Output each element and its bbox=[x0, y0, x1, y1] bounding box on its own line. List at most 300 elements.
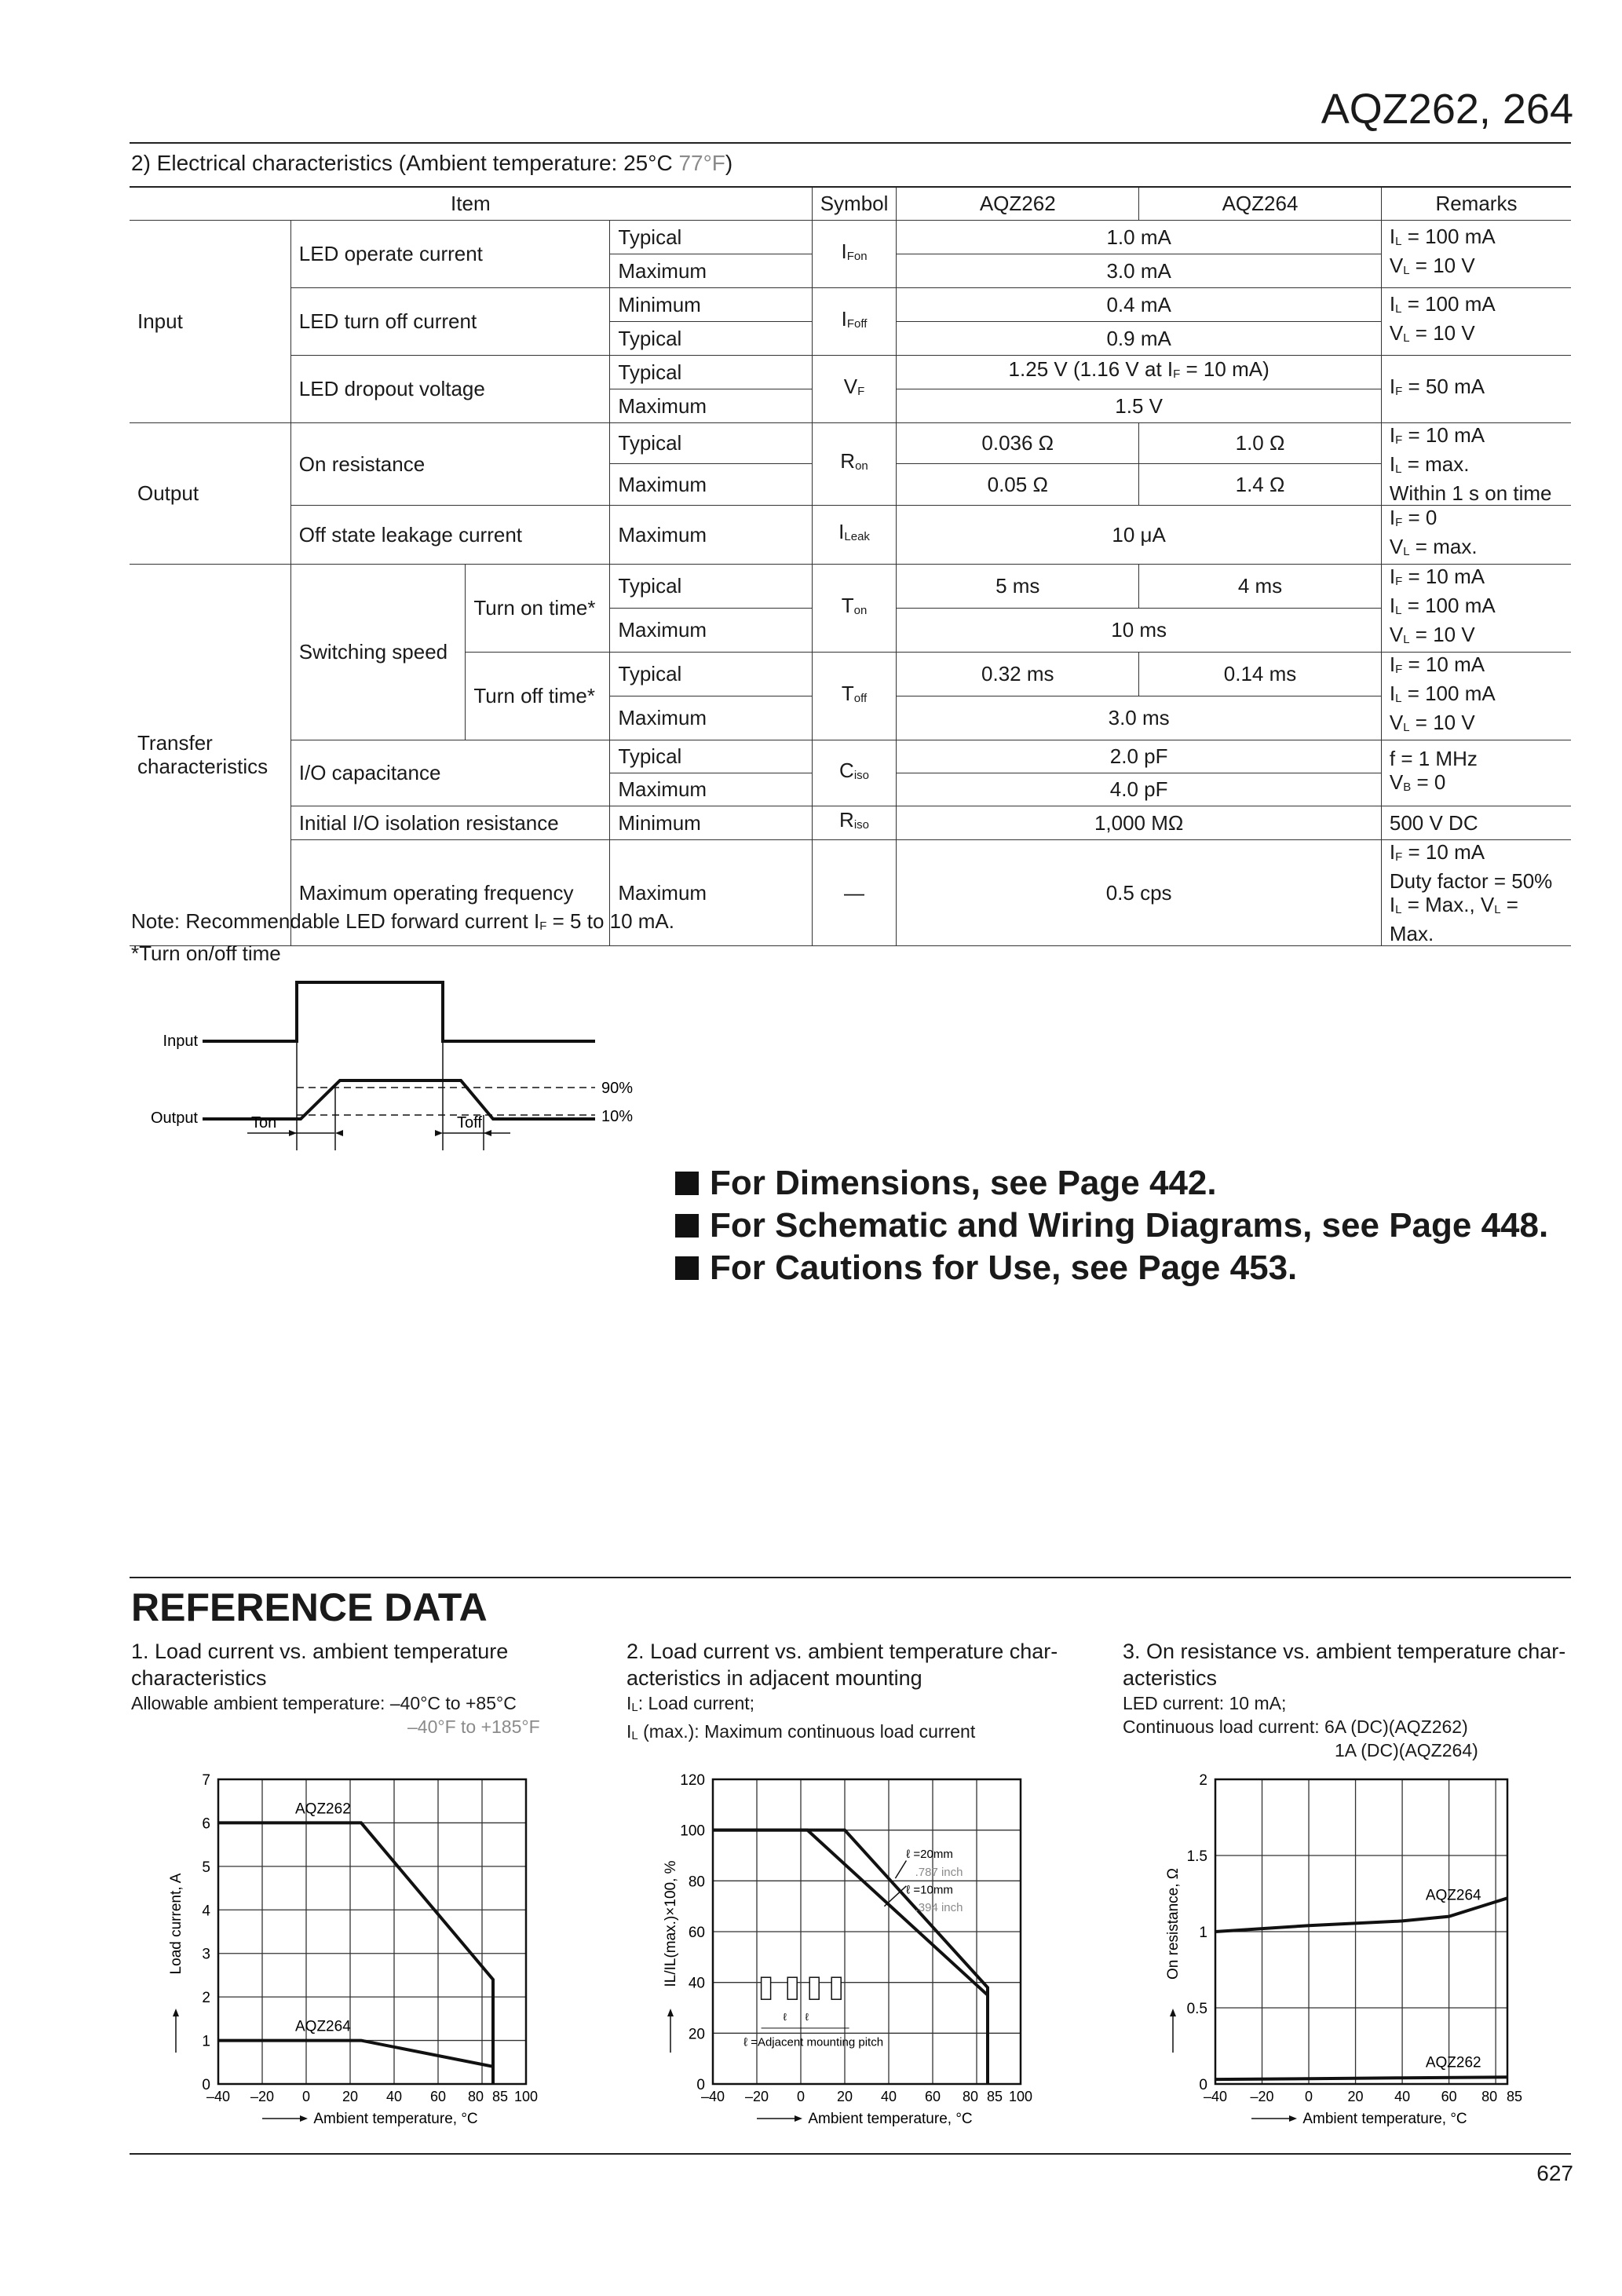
toff-label: Toff bbox=[457, 1114, 482, 1132]
item-off-leakage: Off state leakage current bbox=[290, 505, 610, 564]
square-bullet-icon bbox=[675, 1256, 699, 1280]
link-cautions[interactable] bbox=[675, 1247, 1548, 1289]
mounting-component bbox=[762, 1977, 771, 1999]
r-sub: L bbox=[1395, 603, 1402, 617]
x-tick-label: 80 bbox=[962, 2089, 978, 2104]
y-tick-label: 0 bbox=[202, 2077, 210, 2093]
square-bullet-icon bbox=[675, 1214, 699, 1238]
value: 0.14 ms bbox=[1139, 652, 1382, 696]
page-header-title: AQZ262, 264 bbox=[1321, 86, 1573, 133]
mounting-component bbox=[787, 1977, 797, 1999]
x-tick-label: –20 bbox=[250, 2089, 275, 2104]
value: 1,000 MΩ bbox=[897, 806, 1382, 839]
r: I bbox=[1389, 452, 1396, 476]
r: V bbox=[1389, 321, 1404, 345]
value: 4 ms bbox=[1139, 564, 1382, 608]
series-label: AQZ262 bbox=[295, 1801, 351, 1818]
symbol-ciso bbox=[812, 740, 897, 806]
sym: T bbox=[841, 593, 854, 617]
reference-data-title: REFERENCE DATA bbox=[131, 1585, 488, 1629]
group-transfer bbox=[130, 564, 290, 945]
r-sub: F bbox=[1395, 662, 1403, 676]
sym: I bbox=[841, 306, 847, 331]
y-tick-label: 6 bbox=[202, 1815, 210, 1833]
r-sub: L bbox=[1494, 902, 1501, 916]
x-axis-arrowhead bbox=[300, 2115, 308, 2122]
sym-sub: iso bbox=[853, 818, 870, 832]
r-sub: L bbox=[1403, 720, 1410, 734]
cond-maximum: Maximum bbox=[610, 464, 812, 506]
header-item: Item bbox=[130, 187, 812, 220]
arrowhead bbox=[435, 1130, 443, 1136]
note-text: Note: Recommendable LED forward current I bbox=[131, 909, 540, 933]
r-sub: L bbox=[1395, 691, 1402, 705]
value: 0.036 Ω bbox=[897, 422, 1139, 464]
caption-line: acteristics bbox=[1123, 1666, 1218, 1690]
y-tick-label: 4 bbox=[202, 1903, 210, 1920]
x-axis-label: Ambient temperature, °C bbox=[1302, 2111, 1467, 2127]
value: 2.0 pF bbox=[897, 740, 1382, 773]
link-text: For Cautions for Use, see Page 453. bbox=[710, 1249, 1298, 1287]
remarks bbox=[1381, 839, 1571, 945]
r-freq: f = 1 MHz bbox=[1389, 746, 1478, 770]
r-val: = 10 mA bbox=[1402, 564, 1485, 588]
ton-label: Ton bbox=[251, 1114, 277, 1132]
header-remarks: Remarks bbox=[1381, 187, 1571, 220]
caption-sub: Allowable ambient temperature: –40°C to +85°C bbox=[131, 1693, 517, 1713]
symbol-riso bbox=[812, 806, 897, 839]
r-val: = 10 V bbox=[1409, 710, 1475, 734]
remarks bbox=[1381, 355, 1571, 422]
pitch-symbol: ℓ bbox=[805, 2011, 809, 2024]
value: 10 μA bbox=[897, 505, 1382, 564]
r-within: Within 1 s on time bbox=[1389, 481, 1552, 505]
x-tick-label: 60 bbox=[924, 2089, 941, 2104]
r: I bbox=[1389, 564, 1396, 588]
c-text: I bbox=[627, 1721, 632, 1742]
y-tick-label: 2 bbox=[202, 1990, 210, 2007]
group-transfer-l1: Transfer bbox=[137, 731, 213, 755]
v: 1.25 V (1.16 V at I bbox=[1008, 357, 1174, 381]
x-tick-label: 85 bbox=[987, 2089, 1003, 2104]
cond-typical: Typical bbox=[610, 220, 812, 254]
x-tick-label: –20 bbox=[1250, 2089, 1274, 2104]
y-tick-label: 100 bbox=[680, 1823, 705, 1840]
y-tick-label: 1 bbox=[1199, 1925, 1207, 1941]
item-turn-on: Turn on time* bbox=[466, 564, 610, 652]
page-number: 627 bbox=[1536, 2161, 1573, 2185]
chart-adjacent-mounting bbox=[644, 1767, 1068, 2159]
link-text: For Dimensions, see Page 442. bbox=[710, 1164, 1217, 1202]
table-row bbox=[130, 422, 1571, 464]
v: = 10 mA) bbox=[1180, 357, 1269, 381]
sym-sub: Leak bbox=[844, 530, 870, 543]
value bbox=[897, 355, 1382, 389]
y-tick-label: 0 bbox=[696, 2077, 705, 2093]
r-sub: L bbox=[1403, 264, 1410, 277]
table-row bbox=[130, 740, 1571, 773]
y-axis-label: IL/IL(max.)×100, % bbox=[663, 1860, 679, 1987]
output-waveform bbox=[203, 1080, 595, 1119]
cond-minimum: Minimum bbox=[610, 287, 812, 321]
annotation-label: ℓ =Adjacent mounting pitch bbox=[743, 2035, 884, 2049]
x-tick-label: 60 bbox=[429, 2089, 447, 2104]
x-axis-label: Ambient temperature, °C bbox=[808, 2111, 973, 2127]
r: I bbox=[1389, 225, 1396, 248]
sym: R bbox=[840, 449, 856, 473]
c-sub: L bbox=[631, 1729, 638, 1742]
r-val: = max. bbox=[1401, 452, 1470, 476]
item-led-turnoff: LED turn off current bbox=[290, 287, 610, 355]
caption-line: 3. On resistance vs. ambient temperature char- bbox=[1123, 1640, 1566, 1663]
chart2-caption bbox=[627, 1638, 1098, 1748]
x-tick-label: 100 bbox=[1008, 2089, 1033, 2104]
cond-minimum: Minimum bbox=[610, 806, 812, 839]
r-val: = 10 mA bbox=[1402, 652, 1485, 676]
r-duty: Duty factor = 50% bbox=[1389, 868, 1553, 893]
caption-line: acteristics in adjacent mounting bbox=[627, 1666, 922, 1690]
caption-sub bbox=[627, 1691, 1098, 1720]
turn-on-off-timing-diagram bbox=[141, 970, 659, 1158]
pitch-symbol: ℓ bbox=[783, 2011, 787, 2024]
link-dimensions[interactable] bbox=[675, 1162, 1548, 1205]
r-sub: B bbox=[1403, 780, 1412, 794]
c-text: I bbox=[627, 1693, 632, 1713]
r: V bbox=[1389, 710, 1404, 734]
x-tick-label: 85 bbox=[492, 2089, 509, 2104]
y-tick-label: 1 bbox=[202, 2033, 210, 2050]
table-row bbox=[130, 355, 1571, 389]
table-row bbox=[130, 564, 1571, 608]
r-val: = 10 V bbox=[1409, 321, 1475, 345]
note-line-2: *Turn on/off time bbox=[131, 941, 281, 965]
r-val: = 10 V bbox=[1409, 622, 1475, 646]
x-tick-label: –20 bbox=[744, 2089, 769, 2104]
arrowhead bbox=[484, 1130, 491, 1136]
r: V bbox=[1389, 254, 1404, 277]
r-val: = 50 mA bbox=[1402, 374, 1485, 398]
r: I bbox=[1389, 422, 1396, 447]
symbol-dash: — bbox=[812, 839, 897, 945]
cond-typical: Typical bbox=[610, 355, 812, 389]
header-aqz264: AQZ264 bbox=[1139, 187, 1382, 220]
r-val: = 0 bbox=[1402, 505, 1438, 529]
r-val: = 100 mA bbox=[1401, 225, 1496, 248]
input-waveform bbox=[203, 982, 595, 1041]
group-input: Input bbox=[130, 220, 290, 422]
y-tick-label: 120 bbox=[680, 1772, 705, 1789]
r-sub: F bbox=[1395, 384, 1403, 398]
item-max-frequency: Maximum operating frequency bbox=[290, 839, 610, 945]
y-axis-arrowhead bbox=[667, 2009, 674, 2016]
annotation-label: .394 inch bbox=[915, 1901, 963, 1915]
r-sub: F bbox=[1395, 515, 1403, 529]
cond-typical: Typical bbox=[610, 564, 812, 608]
table-row bbox=[130, 220, 1571, 254]
annotation-label: ℓ =20mm bbox=[906, 1848, 953, 1862]
x-tick-label: 80 bbox=[467, 2089, 484, 2104]
series-line-aqz264 bbox=[218, 2041, 493, 2084]
mounting-component bbox=[809, 1977, 819, 1999]
link-text: For Schematic and Wiring Diagrams, see Page 448. bbox=[710, 1206, 1549, 1245]
x-axis-label: Ambient temperature, °C bbox=[313, 2111, 478, 2127]
r: I bbox=[1389, 593, 1396, 617]
r: I bbox=[1389, 839, 1396, 864]
value: 0.32 ms bbox=[897, 652, 1139, 696]
x-tick-label: 100 bbox=[513, 2089, 539, 2104]
x-tick-label: 20 bbox=[342, 2089, 359, 2104]
value: 4.0 pF bbox=[897, 773, 1382, 806]
series-label: AQZ264 bbox=[295, 2018, 351, 2035]
value: 0.5 cps bbox=[897, 839, 1382, 945]
sym-sub: off bbox=[853, 691, 868, 705]
y-tick-label: 2 bbox=[1199, 1772, 1207, 1789]
cond-typical: Typical bbox=[610, 652, 812, 696]
value: 3.0 ms bbox=[897, 696, 1382, 740]
r: V bbox=[1389, 770, 1404, 794]
header-rule bbox=[130, 142, 1571, 144]
cond-typical: Typical bbox=[610, 740, 812, 773]
r-sub: L bbox=[1403, 544, 1410, 558]
cond-maximum: Maximum bbox=[610, 505, 812, 564]
caption-line: characteristics bbox=[131, 1666, 267, 1690]
sym: I bbox=[838, 520, 845, 543]
series-line-aqz262 bbox=[1215, 2077, 1507, 2079]
cond-maximum: Maximum bbox=[610, 696, 812, 740]
item-led-operate: LED operate current bbox=[290, 220, 610, 287]
symbol-ifoff bbox=[812, 287, 897, 355]
r-val: = 100 mA bbox=[1401, 681, 1496, 705]
sym: R bbox=[839, 808, 854, 832]
caption-sub: Continuous load current: 6A (DC)(AQZ262) bbox=[1123, 1717, 1468, 1737]
y-axis-label: On resistance, Ω bbox=[1165, 1868, 1182, 1980]
x-tick-label: –40 bbox=[700, 2089, 725, 2104]
remarks bbox=[1381, 740, 1571, 806]
sym: I bbox=[841, 239, 847, 263]
remarks bbox=[1381, 564, 1571, 652]
y-tick-label: 60 bbox=[688, 1925, 705, 1941]
arrowhead bbox=[335, 1130, 343, 1136]
y-tick-label: 0.5 bbox=[1186, 2001, 1207, 2017]
item-switching: Switching speed bbox=[290, 564, 466, 740]
r: V bbox=[1389, 622, 1404, 646]
r-sub: F bbox=[1395, 433, 1403, 447]
plot-frame bbox=[218, 1779, 526, 2084]
c-text: : Load current; bbox=[637, 1693, 755, 1713]
r: I bbox=[1389, 652, 1396, 676]
sym-sub: F bbox=[857, 384, 865, 398]
x-tick-label: 20 bbox=[836, 2089, 853, 2104]
r-sub: L bbox=[1395, 902, 1402, 916]
chart-load-current bbox=[149, 1767, 573, 2159]
r-val: = Max., bbox=[1401, 892, 1481, 916]
cond-typical: Typical bbox=[610, 321, 812, 355]
r: V bbox=[1480, 892, 1495, 916]
sym: V bbox=[843, 374, 858, 398]
symbol-ileak bbox=[812, 505, 897, 564]
y-tick-label: 3 bbox=[202, 1946, 210, 1963]
x-tick-label: 40 bbox=[880, 2089, 897, 2104]
y-tick-label: 5 bbox=[202, 1859, 210, 1876]
r: V bbox=[1389, 534, 1404, 558]
item-io-capacitance: I/O capacitance bbox=[290, 740, 610, 806]
r-val: = 10 V bbox=[1409, 254, 1475, 277]
r-val: = max. bbox=[1409, 534, 1478, 558]
r: I bbox=[1389, 892, 1396, 916]
x-tick-label: 0 bbox=[796, 2089, 806, 2104]
table-row bbox=[130, 806, 1571, 839]
y-axis-arrowhead bbox=[173, 2009, 179, 2016]
r: I bbox=[1389, 374, 1396, 398]
value: 0.4 mA bbox=[897, 287, 1382, 321]
symbol-vf bbox=[812, 355, 897, 422]
symbol-ton bbox=[812, 564, 897, 652]
value: 1.4 Ω bbox=[1139, 464, 1382, 506]
square-bullet-icon bbox=[675, 1172, 699, 1195]
cond-maximum: Maximum bbox=[610, 254, 812, 287]
r-val: = 100 mA bbox=[1401, 292, 1496, 316]
mounting-component bbox=[831, 1977, 841, 1999]
x-axis-arrowhead bbox=[795, 2115, 802, 2122]
item-io-isolation: Initial I/O isolation resistance bbox=[290, 806, 610, 839]
c-text: (max.): Maximum continuous load current bbox=[637, 1721, 976, 1742]
value: 1.0 mA bbox=[897, 220, 1382, 254]
r: I bbox=[1389, 292, 1396, 316]
x-tick-label: –40 bbox=[1203, 2089, 1228, 2104]
symbol-toff bbox=[812, 652, 897, 740]
title-fahrenheit: 77°F bbox=[678, 151, 725, 175]
y-tick-label: 1.5 bbox=[1186, 1848, 1207, 1865]
caption-sub-fahrenheit: –40°F to +185°F bbox=[407, 1717, 540, 1737]
x-tick-label: –40 bbox=[206, 2089, 231, 2104]
r-val: = 100 mA bbox=[1401, 593, 1496, 617]
footer-rule bbox=[130, 2153, 1571, 2155]
title-text: 2) Electrical characteristics (Ambient temperature: 25°C bbox=[131, 151, 679, 175]
y-axis-arrowhead bbox=[1170, 2009, 1176, 2016]
x-tick-label: 0 bbox=[1305, 2089, 1313, 2104]
value: 1.5 V bbox=[897, 389, 1382, 422]
r-val: = 10 mA bbox=[1402, 839, 1485, 864]
x-tick-label: 40 bbox=[385, 2089, 403, 2104]
r-sub: L bbox=[1395, 462, 1402, 476]
note-sub: F bbox=[539, 919, 547, 933]
title-close: ) bbox=[725, 151, 733, 175]
r: I bbox=[1389, 505, 1396, 529]
r-sub: L bbox=[1403, 331, 1410, 345]
group-output: Output bbox=[130, 422, 290, 564]
caption-line: 1. Load current vs. ambient temperature bbox=[131, 1640, 509, 1663]
r-sub: L bbox=[1395, 302, 1402, 316]
item-led-dropout: LED dropout voltage bbox=[290, 355, 610, 422]
arrowhead bbox=[289, 1130, 297, 1136]
c-sub: L bbox=[631, 1701, 638, 1714]
timing-input-label: Input bbox=[163, 1033, 198, 1050]
x-tick-label: 85 bbox=[1507, 2089, 1523, 2104]
value: 0.05 Ω bbox=[897, 464, 1139, 506]
electrical-characteristics-table bbox=[130, 186, 1571, 946]
r-sub: F bbox=[1395, 850, 1403, 864]
symbol-ron bbox=[812, 422, 897, 505]
r-val: = Max. bbox=[1389, 892, 1518, 945]
value: 1.0 Ω bbox=[1139, 422, 1382, 464]
series-label: AQZ264 bbox=[1425, 1887, 1481, 1904]
r: I bbox=[1389, 681, 1396, 705]
caption-sub: 1A (DC)(AQZ264) bbox=[1335, 1740, 1478, 1760]
r-sub: F bbox=[1395, 574, 1403, 588]
link-schematic[interactable] bbox=[675, 1205, 1548, 1247]
remarks bbox=[1381, 422, 1571, 505]
r-sub: L bbox=[1395, 235, 1402, 248]
sym-sub: Fon bbox=[846, 249, 868, 263]
table-notes bbox=[131, 908, 674, 967]
sym: T bbox=[841, 681, 854, 705]
x-tick-label: 20 bbox=[1347, 2089, 1364, 2104]
header-symbol: Symbol bbox=[812, 187, 897, 220]
remarks bbox=[1381, 505, 1571, 564]
v-sub: F bbox=[1173, 367, 1181, 381]
label-90pct: 90% bbox=[601, 1080, 634, 1097]
table-row bbox=[130, 505, 1571, 564]
cond-maximum: Maximum bbox=[610, 773, 812, 806]
value: 10 ms bbox=[897, 608, 1382, 652]
remarks bbox=[1381, 652, 1571, 740]
series-label: AQZ262 bbox=[1425, 2054, 1481, 2071]
y-tick-label: 0 bbox=[1199, 2077, 1207, 2093]
symbol-ifon bbox=[812, 220, 897, 287]
timing-output-label: Output bbox=[150, 1110, 198, 1127]
value: 5 ms bbox=[897, 564, 1139, 608]
caption-sub bbox=[627, 1720, 1098, 1748]
y-tick-label: 7 bbox=[202, 1772, 210, 1789]
caption-line: 2. Load current vs. ambient temperature char- bbox=[627, 1640, 1058, 1663]
chart3-caption bbox=[1123, 1638, 1594, 1762]
y-tick-label: 40 bbox=[688, 1975, 705, 1992]
r-val: = 10 mA bbox=[1402, 422, 1485, 447]
item-on-resistance: On resistance bbox=[290, 422, 610, 505]
sym-sub: on bbox=[853, 603, 868, 617]
reference-rule bbox=[130, 1577, 1571, 1578]
caption-sub: LED current: 10 mA; bbox=[1123, 1693, 1287, 1713]
sym-sub: Foff bbox=[846, 316, 868, 331]
remarks bbox=[1381, 220, 1571, 287]
remarks: 500 V DC bbox=[1381, 806, 1571, 839]
page-references bbox=[675, 1162, 1548, 1289]
label-10pct: 10% bbox=[601, 1108, 634, 1125]
chart-on-resistance bbox=[1146, 1767, 1570, 2159]
annotation-leader bbox=[895, 1860, 906, 1878]
header-aqz262: AQZ262 bbox=[897, 187, 1139, 220]
table-row bbox=[130, 287, 1571, 321]
cond-maximum: Maximum bbox=[610, 389, 812, 422]
r-sub: L bbox=[1403, 632, 1410, 646]
cond-maximum: Maximum bbox=[610, 839, 812, 945]
sym-sub: on bbox=[855, 459, 868, 473]
x-axis-arrowhead bbox=[1289, 2115, 1297, 2122]
chart1-caption bbox=[131, 1638, 602, 1738]
y-tick-label: 80 bbox=[688, 1874, 705, 1891]
item-turn-off: Turn off time* bbox=[466, 652, 610, 740]
y-axis-label: Load current, A bbox=[168, 1873, 184, 1975]
group-transfer-l2: characteristics bbox=[137, 755, 269, 778]
x-tick-label: 40 bbox=[1394, 2089, 1411, 2104]
x-tick-label: 80 bbox=[1481, 2089, 1498, 2104]
annotation-label: ℓ =10mm bbox=[906, 1883, 953, 1897]
cond-maximum: Maximum bbox=[610, 608, 812, 652]
value: 3.0 mA bbox=[897, 254, 1382, 287]
y-tick-label: 20 bbox=[688, 2026, 705, 2043]
r-val: = 0 bbox=[1411, 770, 1446, 794]
electrical-section-title bbox=[131, 151, 732, 176]
